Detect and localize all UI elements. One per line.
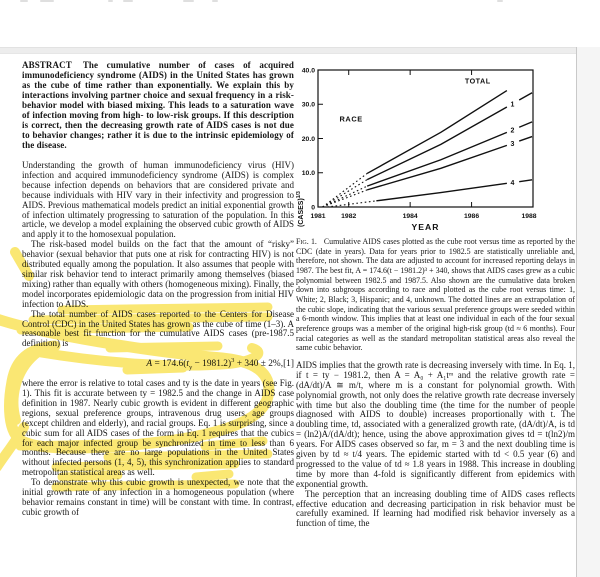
x-axis-label: YEAR xyxy=(411,222,440,232)
series-label-Hispanic: 3 xyxy=(510,140,515,148)
x-tick-label: 1982 xyxy=(341,213,357,220)
x-tick-label: 1984 xyxy=(402,213,418,220)
series-label-Black: 2 xyxy=(510,127,515,135)
y-tick-label: 20.0 xyxy=(301,135,315,143)
series-line-end-Unknown xyxy=(519,180,532,182)
page-right-gutter xyxy=(576,47,600,577)
left-column-body xyxy=(22,161,294,518)
scan-artifact xyxy=(40,0,54,2)
series-line-Hispanic xyxy=(367,145,507,190)
equation-body: $A = 174.6(t_y - 1981.2)^3 + 340 \pm 2\%$, xyxy=(146,357,284,372)
series-line-Unknown xyxy=(376,183,507,200)
abstract-label: ABSTRACT xyxy=(22,60,72,70)
right-column xyxy=(296,55,575,529)
y-axis-label: (CASES)$^{1/3}$ xyxy=(296,191,305,227)
x-tick-label: 1981 xyxy=(310,213,326,220)
figure-1-caption xyxy=(296,237,575,353)
equation-1 xyxy=(22,356,294,373)
series-label-Total: TOTAL xyxy=(464,76,491,86)
series-dotted-Black xyxy=(323,186,368,207)
series-dotted-Total xyxy=(323,173,368,207)
paragraph-intro: Understanding the growth of human immunodeficiency virus (HIV) infection and acquired immunodeficiency syndrome (AIDS) is complex because infection depends on behaviors that are considered private and because individuals with HIV vary in their infectivity and progression to AIDS. Previous mathematical models predict an initial exponential growth of infection ultimately progressing to saturation of the population. In this article, we develop a model explaining the observed cubic growth of AIDS and apply it to the homosexual population. xyxy=(22,160,294,240)
aids-cube-root-chart xyxy=(296,55,577,240)
scan-artifact xyxy=(108,0,113,2)
paragraph-perception: The perception that an increasing doubling time of AIDS cases reflects effective education and decreasing participation in risk behavior must be carefully examined. If learning had modified risk behavior inversely as a function of time, the xyxy=(296,488,575,529)
y-tick-label: 10.0 xyxy=(301,170,315,178)
equation-number: [1] xyxy=(283,359,294,370)
series-line-end-Black xyxy=(519,122,532,127)
series-line-end-Hispanic xyxy=(519,137,532,141)
y-tick-label: 0 xyxy=(311,204,315,212)
x-tick-label: 1986 xyxy=(464,213,480,220)
race-label: RACE xyxy=(339,114,363,124)
series-dotted-White xyxy=(323,180,368,207)
paragraph-fit-error: where the error is relative to total cases and ty is the date in years (see Fig. 1). This fit is accurate between ty = 1982.5 and the change in AIDS case definition in 1987. Nearly cubic growth is evident in different geographic regions, sexual preference groups, intravenous drug users, age groups (except children and elderly), and racial groups. Eq. 1 is surprising, since a cubic sum for all AIDS cases of the form in Eq. 1 requires that the cubics for each major infected group be synchronized in time to less than 6 months. Because there are no large populations in the United States without infected persons (1, 4, 5), this synchronization applies to standard metropolitan statistical areas as well. xyxy=(22,378,294,478)
page-top-divider xyxy=(0,47,600,54)
scan-artifact xyxy=(183,0,194,2)
scan-artifact xyxy=(497,0,503,2)
series-label-Unknown: 4 xyxy=(510,179,515,187)
figure-caption-label: Fig. 1. xyxy=(296,237,317,246)
right-column-body xyxy=(296,361,575,529)
series-line-end-White xyxy=(519,93,532,100)
abstract-text: The cumulative number of cases of acquired immunodeficiency syndrome (AIDS) in the United States has grown as the cube of time rather than exponentially. We explain this by interactions involving partner choice and sexual frequency in a risk-behavior model with biased mixing. This leads to a saturation wave of infection moving from high- to low-risk groups. If this description is correct, then the decreasing growth rate of AIDS cases is not due to behavior changes; rather it is due to the intrinsic epidemiology of the disease. xyxy=(22,60,294,150)
paragraph-cubic-unexpected: To demonstrate why this cubic growth is unexpected, we note that the initial growth rate of any infection in a homogeneous population (where behavior remains constant in time) will be constant with time. In contrast, cubic growth of xyxy=(22,477,294,517)
x-tick-label: 1988 xyxy=(521,213,537,220)
abstract xyxy=(22,60,294,150)
highlight-tail xyxy=(0,427,24,467)
figure-caption-text: Cumulative AIDS cases plotted as the cube root versus time as reported by the CDC (date in years). Data for years prior to 1982.5 are statistically unreliable and, therefore, not shown. The data are adjusted to account for increased reporting delays in 1987. The best fit, A = 174.6(t − 1981.2)³ + 340, shows that AIDS cases grew as a cubic polynomial between 1982.5 and 1987.5. Also shown are the cumulative data broken down into subgroups according to race and plotted as the cube root versus time: 1, White; 2, Black; 3, Hispanic; and 4, unknown. The dotted lines are an extrapolation of the cubic slope, indicating that the various sexual preference groups were seeded within a 6-month window. This implies that at least one individual in each of the four sexual preference groups was a member of the original high-risk group (td ≈ 6 months). Four racial categories as well as the standard metropolitan statistical areas also reveal the same cubic behavior. xyxy=(296,237,575,353)
scan-artifact xyxy=(212,0,218,2)
scan-artifact xyxy=(20,0,28,2)
series-label-White: 1 xyxy=(510,101,515,109)
series-line-Black xyxy=(367,132,507,186)
paragraph-total-cases: The total number of AIDS cases reported to the Centers for Disease Control (CDC) in the United States has grown as the cube of time (1–3). A reasonable best fit function for the cumulative AIDS cases (pre-1987.5 definition) is xyxy=(22,308,294,349)
paragraph-growth-rate: AIDS implies that the growth rate is decreasing inversely with time. In Eq. 1, if t = ty − 1981.2, then A = A₀ + A₁tᵐ and the relative growth rate = (dA/dt)/A ≅ m/t, where m is a constant for polynomial growth. With polynomial growth, not only does the relative growth rate decrease inversely with time but also the doubling time (the time for the number of people diagnosed with AIDS to double) increases proportionally with t. The doubling time, td, associated with a generalized growth rate, (dA/dt)/A, is td = (ln2)A/(dA/dt); hence, using the above approximation gives td = t(ln2)/m years. For AIDS cases observed so far, m = 3 and the next doubling time is given by td ≈ t/4 years. The epidemic started with td < 0.5 year (6) and progressed to the value of td ≈ 1.8 years in 1988. This increase in doubling time by more than 4-fold is significantly different from epidemics with exponential growth. xyxy=(296,359,575,489)
y-tick-label: 30.0 xyxy=(301,101,315,109)
y-tick-label: 40.0 xyxy=(301,67,315,75)
scan-artifact xyxy=(123,0,133,2)
left-column xyxy=(22,60,294,518)
figure-1 xyxy=(296,55,575,235)
paragraph-risk-model: The risk-based model builds on the fact that the amount of “risky” behavior (sexual behavior that puts one at risk for contracting HIV) is not distributed equally among the population. It also assumes that people with similar risk behavior tend to interact primarily among themselves (biased mixing) rather than equally with others (homogeneous mixing). Finally, the model incorporates epidemiologic data on the progression from initial HIV infection to AIDS. xyxy=(22,239,294,309)
